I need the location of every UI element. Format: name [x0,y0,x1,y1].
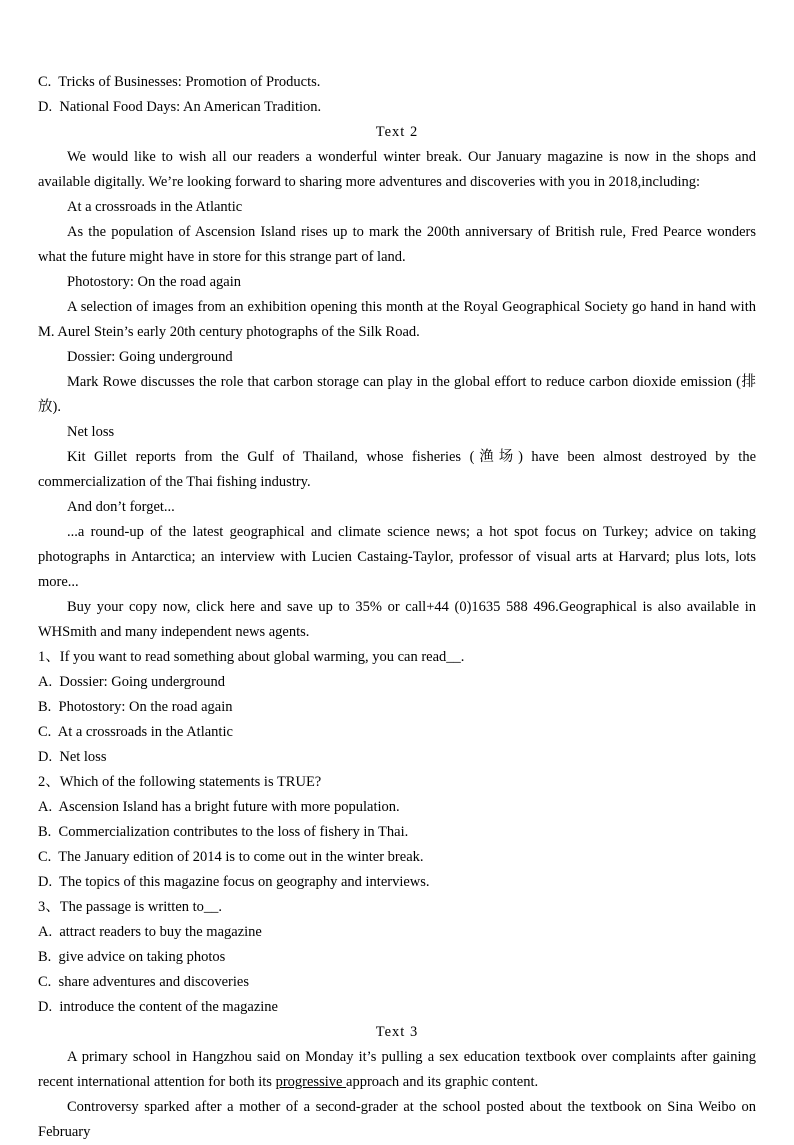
question-stem: 2、Which of the following statements is TRUE? [38,774,322,790]
paragraph: A selection of images from an exhibition opening this month at the Royal Geographical Society go hand in hand with M. Aurel Stein’s early 20th century photographs of the Silk Road. [38,299,756,340]
question-stem: 3、The passage is written to__. [38,899,223,915]
answer-option: C. share adventures and discoveries [38,974,249,990]
answer-option: A. attract readers to buy the magazine [38,924,262,940]
text-run: approach and its graphic content. [346,1074,539,1090]
paragraph: Buy your copy now, click here and save up to 35% or call+44 (0)1635 588 496.Geographical is also available in WHSmith and many independent news agents. [38,599,756,640]
answer-option: C. Tricks of Businesses: Promotion of Products. [38,74,321,90]
answer-option: B. give advice on taking photos [38,949,226,965]
answer-option: D. introduce the content of the magazine [38,999,278,1015]
feature-title: Net loss [67,424,115,440]
answer-option: D. The topics of this magazine focus on geography and interviews. [38,874,430,890]
paragraph: Controversy sparked after a mother of a second-grader at the school posted about the textbook on Sina Weibo on February [38,1099,756,1140]
answer-option: D. Net loss [38,749,107,765]
answer-option: D. National Food Days: An American Tradition. [38,99,322,115]
paragraph: Kit Gillet reports from the Gulf of Thailand, whose fisheries (渔场) have been almost destroyed by the commercialization of the Thai fishing industry. [38,449,756,490]
question-stem: 1、If you want to read something about global warming, you can read__. [38,649,465,665]
paragraph: As the population of Ascension Island rises up to mark the 200th anniversary of British rule, Fred Pearce wonders what the future might have in store for this strange part of land. [38,224,756,265]
paragraph [38,1045,756,1095]
answer-option: C. At a crossroads in the Atlantic [38,724,233,740]
feature-title: At a crossroads in the Atlantic [67,199,243,215]
answer-option: C. The January edition of 2014 is to come out in the winter break. [38,849,424,865]
text-run: A primary school in Hangzhou said on Monday it’s pulling a sex education textbook over complaints after gaining recent international attention for both its [38,1049,756,1090]
feature-title: Dossier: Going underground [67,349,233,365]
underlined-term: progressive [275,1074,347,1090]
paragraph: Mark Rowe discusses the role that carbon storage can play in the global effort to reduce carbon dioxide emission (排放). [38,374,756,415]
answer-option: B. Commercialization contributes to the loss of fishery in Thai. [38,824,409,840]
section-heading: Text 3 [375,1024,419,1040]
answer-option: A. Dossier: Going underground [38,674,226,690]
feature-title: And don’t forget... [67,499,175,515]
section-heading: Text 2 [375,124,419,140]
answer-option: B. Photostory: On the road again [38,699,233,715]
paragraph: We would like to wish all our readers a wonderful winter break. Our January magazine is now in the shops and available digitally. We’re looking forward to sharing more adventures and discoveries with you in 2018,including: [38,149,756,190]
feature-title: Photostory: On the road again [67,274,241,290]
paragraph: ...a round-up of the latest geographical and climate science news; a hot spot focus on Turkey; advice on taking photographs in Antarctica; an interview with Lucien Castaing-Taylor, professor of visual arts at Harvard; plus lots, lots more... [38,524,756,590]
answer-option: A. Ascension Island has a bright future with more population. [38,799,400,815]
